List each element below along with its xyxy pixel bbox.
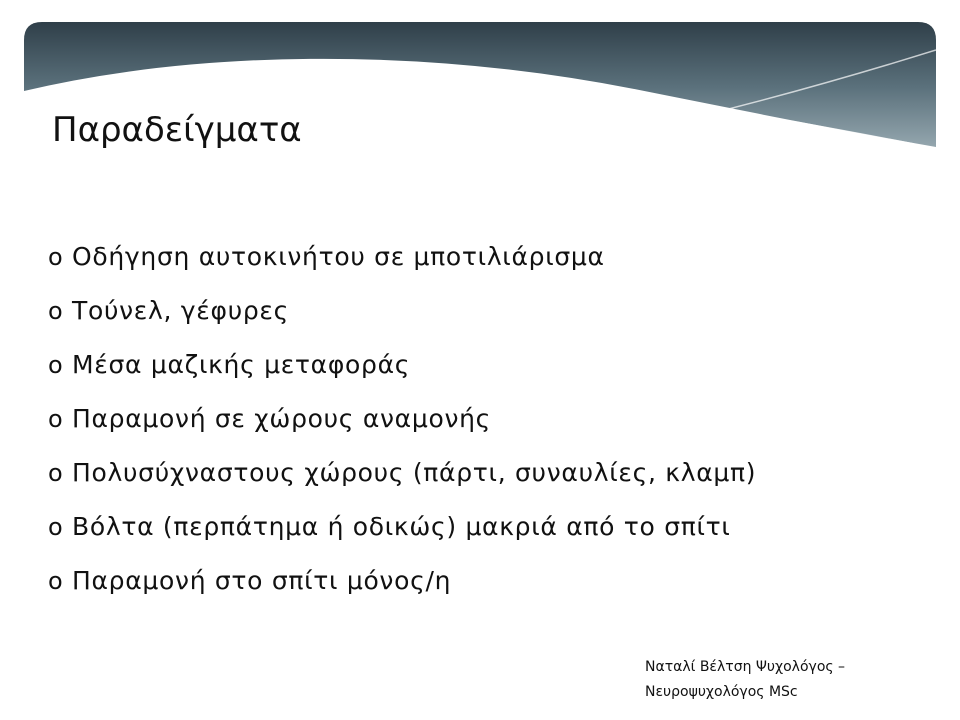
author-footer-line-2: Νευροψυχολόγος MSc [645,684,798,700]
bullet-text: Παραμονή σε χώρους αναμονής [72,404,492,433]
bullet-circle-icon: o [48,351,64,379]
list-item [48,296,938,350]
examples-bullet-list [48,242,938,620]
author-footer [645,655,895,705]
bullet-text: Οδήγηση αυτοκινήτου σε μποτιλιάρισμα [72,242,605,271]
bullet-circle-icon: o [48,297,64,325]
bullet-circle-icon: o [48,405,64,433]
list-item [48,512,938,566]
bullet-text: Μέσα μαζικής μεταφοράς [72,350,411,379]
list-item [48,350,938,404]
list-item [48,404,938,458]
bullet-circle-icon: o [48,243,64,271]
bullet-text: Πολυσύχναστους χώρους (πάρτι, συναυλίες, κλαμπ) [72,458,757,487]
bullet-circle-icon: o [48,513,64,541]
author-footer-line-1: Ναταλί Βέλτση Ψυχολόγος – [645,659,846,675]
slide-title: Παραδείγματα [52,110,302,150]
bullet-text: Παραμονή στο σπίτι μόνος/η [72,566,452,595]
bullet-circle-icon: o [48,459,64,487]
list-item [48,566,938,620]
list-item [48,458,938,512]
bullet-text: Βόλτα (περπάτημα ή οδικώς) μακριά από το σπίτι [72,512,731,541]
list-item [48,242,938,296]
bullet-circle-icon: o [48,567,64,595]
bullet-text: Τούνελ, γέφυρες [72,296,290,325]
